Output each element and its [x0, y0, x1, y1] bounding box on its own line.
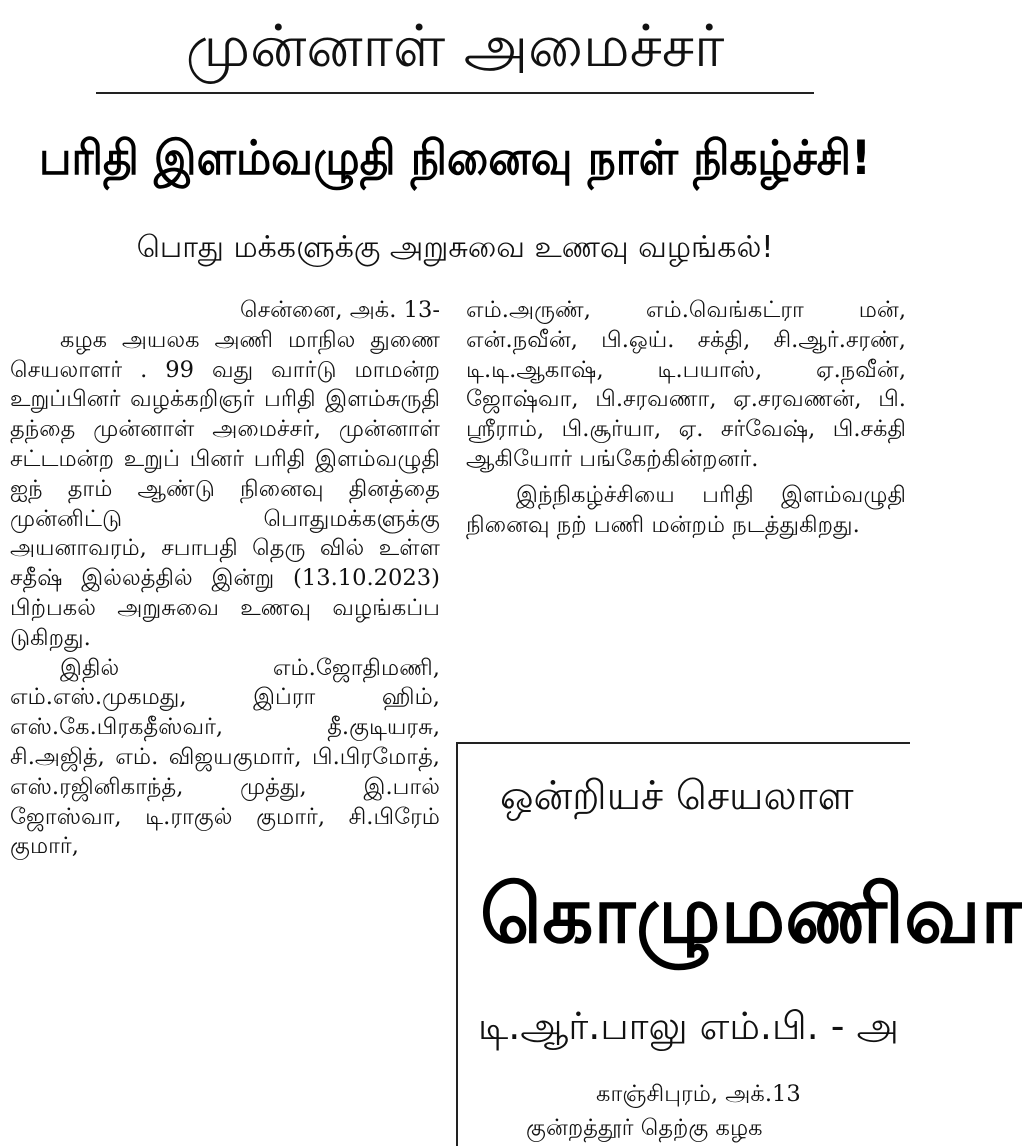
article-dateline: சென்னை, அக். 13-	[240, 297, 440, 323]
article-paragraph-2: இதில் எம்.ஜோதிமணி, எம்.எஸ்.முகமது, இப்ரா ஹிம், எஸ்.கே.பிரகதீஸ்வர், தீ.குடியரசு, சி.அஜித், எம். விஜயகுமார், பி.பிரமோத், எஸ்.ரஜினிகாந்த், முத்து, இ.பால் ஜோஸ்வா, டி.ராகுல் குமார், சி.பிரேம் குமார்,	[10, 654, 440, 860]
second-article-body: குன்றத்தூர் தெற்கு கழக	[526, 1115, 763, 1141]
second-article-dateline: காஞ்சிபுரம், அக்.13	[596, 1081, 801, 1107]
article-kicker: முன்னாள் அமைச்சர்	[185, 12, 725, 80]
article-paragraph-3: இந்நிகழ்ச்சியை பரிதி இளம்வழுதி நினைவு நற் பணி மன்றம் நடத்துகிறது.	[466, 481, 906, 538]
second-article-kicker: ஒன்றியச் செயலாள	[500, 773, 854, 819]
article-paragraph-2-continued: எம்.அருண், எம்.வெங்கட்ரா மன், என்.நவீன், பி.ஒய். சக்தி, சி.ஆர்.சரண், டி.டி.ஆகாஷ், டி.பயாஸ், ஏ.நவீன், ஜோஷ்வா, பி.சரவணா, ஏ.சரவணன், பி. ஸ்ரீராம், பி.சூர்யா, ஏ. சர்வேஷ், பி.சக்தி ஆகியோர் பங்கேற்கின்றனர்.	[466, 297, 906, 472]
article-column-left	[10, 296, 440, 862]
article-column-right	[466, 296, 906, 540]
second-article-headline: கொழுமணிவா	[480, 868, 1022, 961]
second-article-box-top-rule	[456, 742, 910, 744]
kicker-rule	[96, 92, 814, 94]
article-paragraph-1: கழக அயலக அணி மாநில துணை செயலாளர் . 99 வது வார்டு மாமன்ற உறுப்பினர் வழக்கறிஞர் பரிதி இளம்சுருதி தந்தை முன்னாள் அமைச்சர், முன்னாள் சட்டமன்ற உறுப் பினர் பரிதி இளம்வழுதி ஐந் தாம் ஆண்டு நினைவு தினத்தை முன்னிட்டு பொதுமக்களுக்கு அயனாவரம், சபாபதி தெரு வில் உள்ள சதீஷ் இல்லத்தில் இன்று (13.10.2023) பிற்பகல் அறுசுவை உணவு வழங்கப்ப டுகிறது.	[10, 326, 440, 651]
article-headline: பரிதி இளம்வழுதி நினைவு நாள் நிகழ்ச்சி!	[39, 131, 871, 186]
second-article-subhead: டி.ஆர்.பாலு எம்.பி. - அ	[478, 1004, 899, 1048]
second-article-box-vertical-rule	[456, 742, 458, 1146]
article-subhead: பொது மக்களுக்கு அறுசுவை உணவு வழங்கல்!	[136, 230, 774, 265]
